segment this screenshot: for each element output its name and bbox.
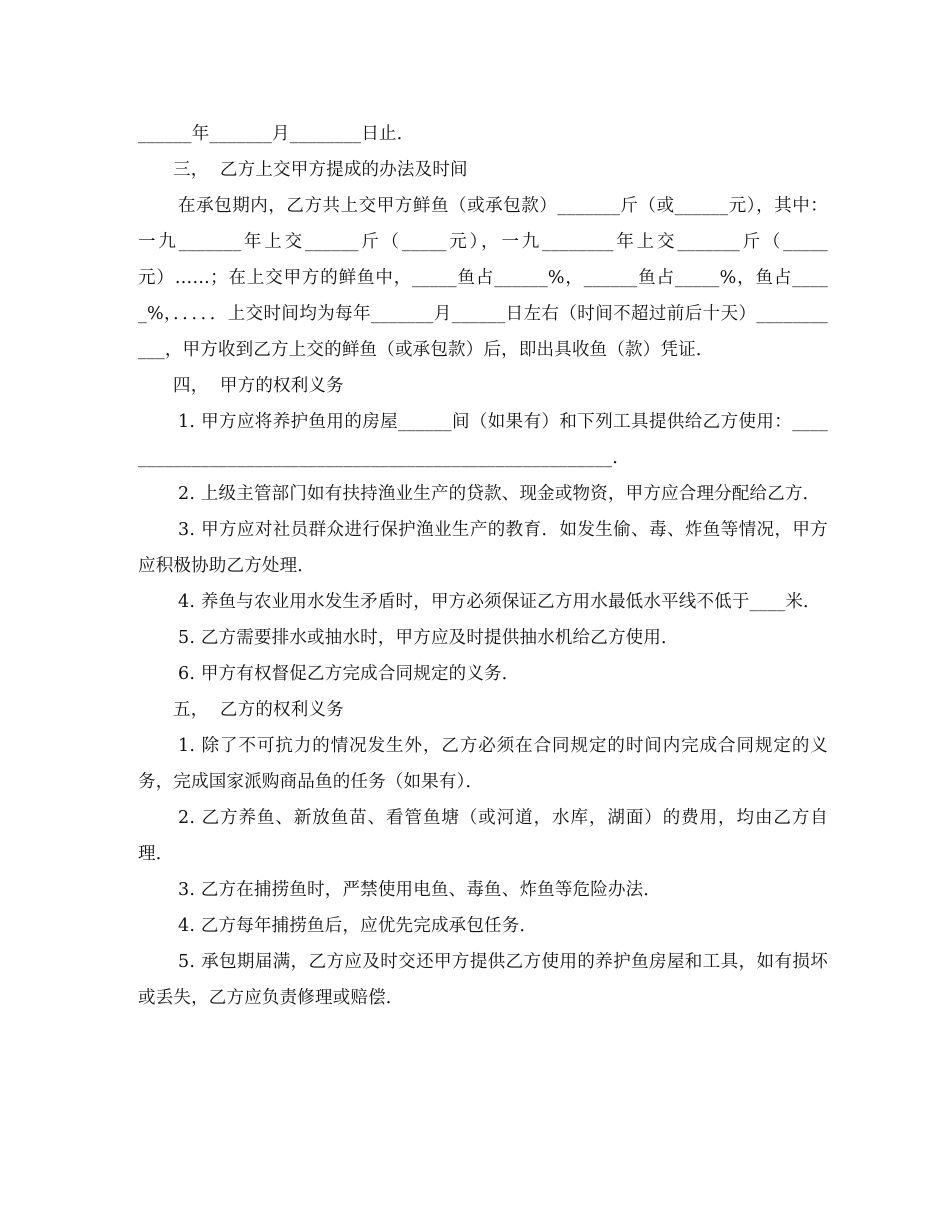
section-3-heading: 三， 乙方上交甲方提成的办法及时间 (173, 160, 468, 180)
section-4-heading: 四， 甲方的权利义务 (173, 376, 344, 396)
section-4-item-3: 3. 甲方应对社员群众进行保护渔业生产的教育．如发生偷、毒、炸鱼等情况，甲方应积极协助乙方处理． (138, 520, 828, 576)
section-5-item-4: 4. 乙方每年捕捞鱼后，应优先完成承包任务． (178, 916, 538, 936)
section-5-item-3: 3. 乙方在捕捞鱼时，严禁使用电鱼、毒鱼、炸鱼等危险办法． (178, 880, 662, 900)
section-5-item-5: 5. 承包期届满，乙方应及时交还甲方提供乙方使用的养护鱼房屋和工具，如有损坏或丢失，乙方应负责修理或赔偿． (138, 952, 828, 1008)
date-end-line: ______年_______月________日止． (138, 124, 415, 144)
section-5-heading: 五， 乙方的权利义务 (173, 700, 344, 720)
contract-page (138, 116, 828, 1016)
section-5-item-2: 2. 乙方养鱼、新放鱼苗、看管鱼塘（或河道，水库，湖面）的费用，均由乙方自理． (138, 808, 828, 864)
section-4-item-6: 6. 甲方有权督促乙方完成合同规定的义务． (178, 664, 520, 684)
section-4-item-5: 5. 乙方需要排水或抽水时，甲方应及时提供抽水机给乙方使用． (178, 628, 679, 648)
section-4-item-4: 4. 养鱼与农业用水发生矛盾时，甲方必须保证乙方用水最低水平线不低于____米． (178, 592, 821, 612)
section-5-item-1: 1. 除了不可抗力的情况发生外，乙方必须在合同规定的时间内完成合同规定的义务，完成国家派购商品鱼的任务（如果有）． (138, 736, 828, 792)
section-4-item-2: 2. 上级主管部门如有扶持渔业生产的贷款、现金或物资，甲方应合理分配给乙方． (178, 484, 821, 504)
section-4-item-1: 1. 甲方应将养护鱼用的房屋______间（如果有）和下列工具提供给乙方使用：_________________________________________________________． (138, 412, 828, 468)
section-3-body: 在承包期内，乙方共上交甲方鲜鱼（或承包款）_______斤（或______元），其中：一九_______年上交______斤（_____元），一九________年上交_______斤（_____元）……；在上交甲方的鲜鱼中，_____鱼占______%，______鱼占_____%，鱼占_____%，．．．．．上交时间均为每年_______月______日左右（时间不超过前后十天）___________，甲方收到乙方上交的鲜鱼（或承包款）后，即出具收鱼（款）凭证． (138, 196, 828, 360)
